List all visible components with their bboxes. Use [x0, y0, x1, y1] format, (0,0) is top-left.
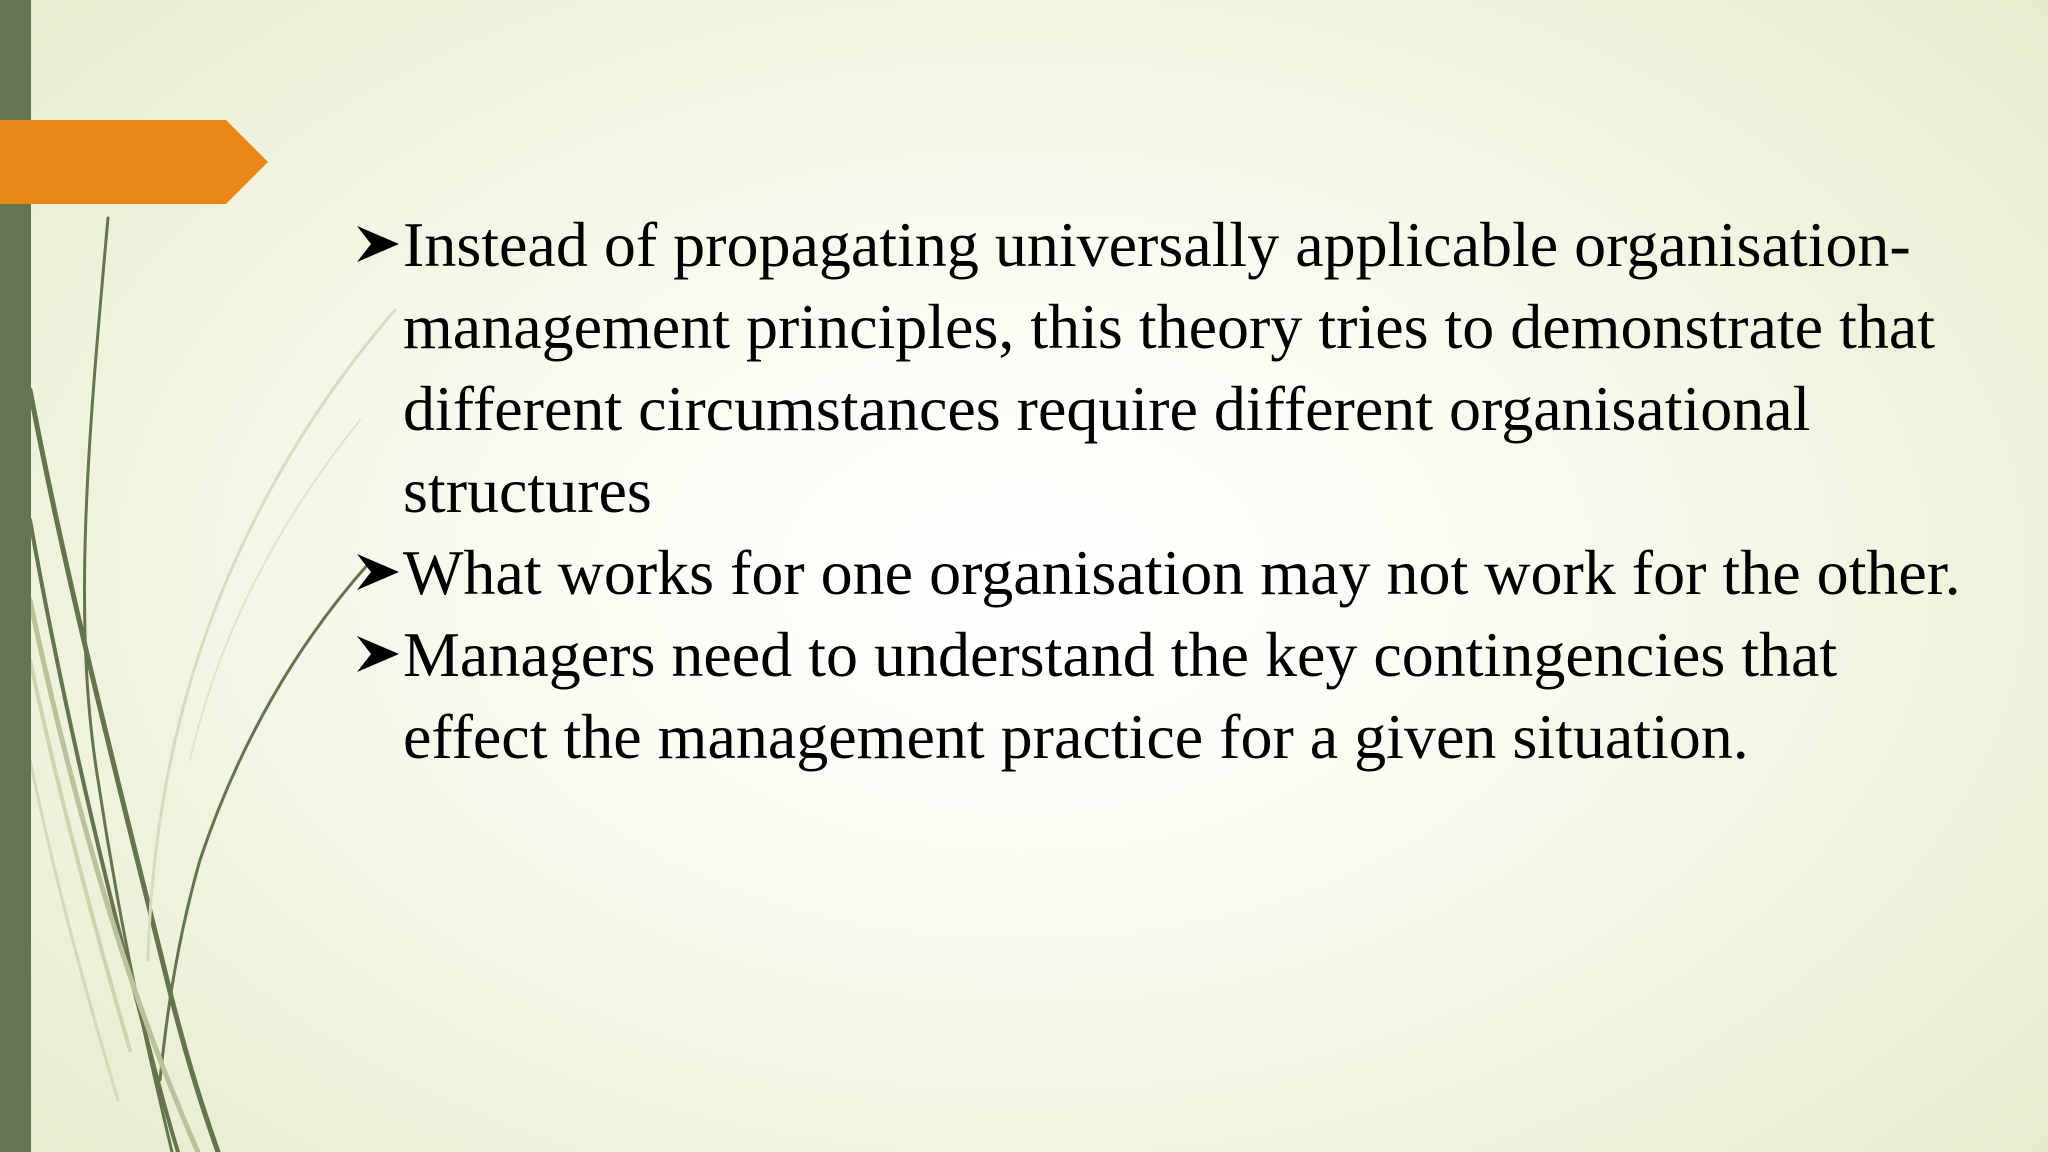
arrowhead-bullet-icon: [355, 532, 405, 614]
arrowhead-bullet-icon: [355, 614, 405, 696]
arrowhead-bullet-icon: [355, 204, 405, 286]
bullet-text-1: Instead of propagating universally applicable organisation-management principles, this theory tries to demonstrate that different circumstances require different organisational structures: [403, 209, 1936, 526]
bullet-text-3: Managers need to understand the key contingencies that effect the management practice for a given situation.: [403, 619, 1838, 772]
bullet-item-1: [355, 204, 1975, 532]
bullet-item-2: [355, 532, 1975, 614]
bullet-item-3: [355, 614, 1975, 778]
bullet-text-2: What works for one organisation may not work for the other.: [403, 537, 1961, 608]
bullet-list: [355, 204, 1975, 778]
